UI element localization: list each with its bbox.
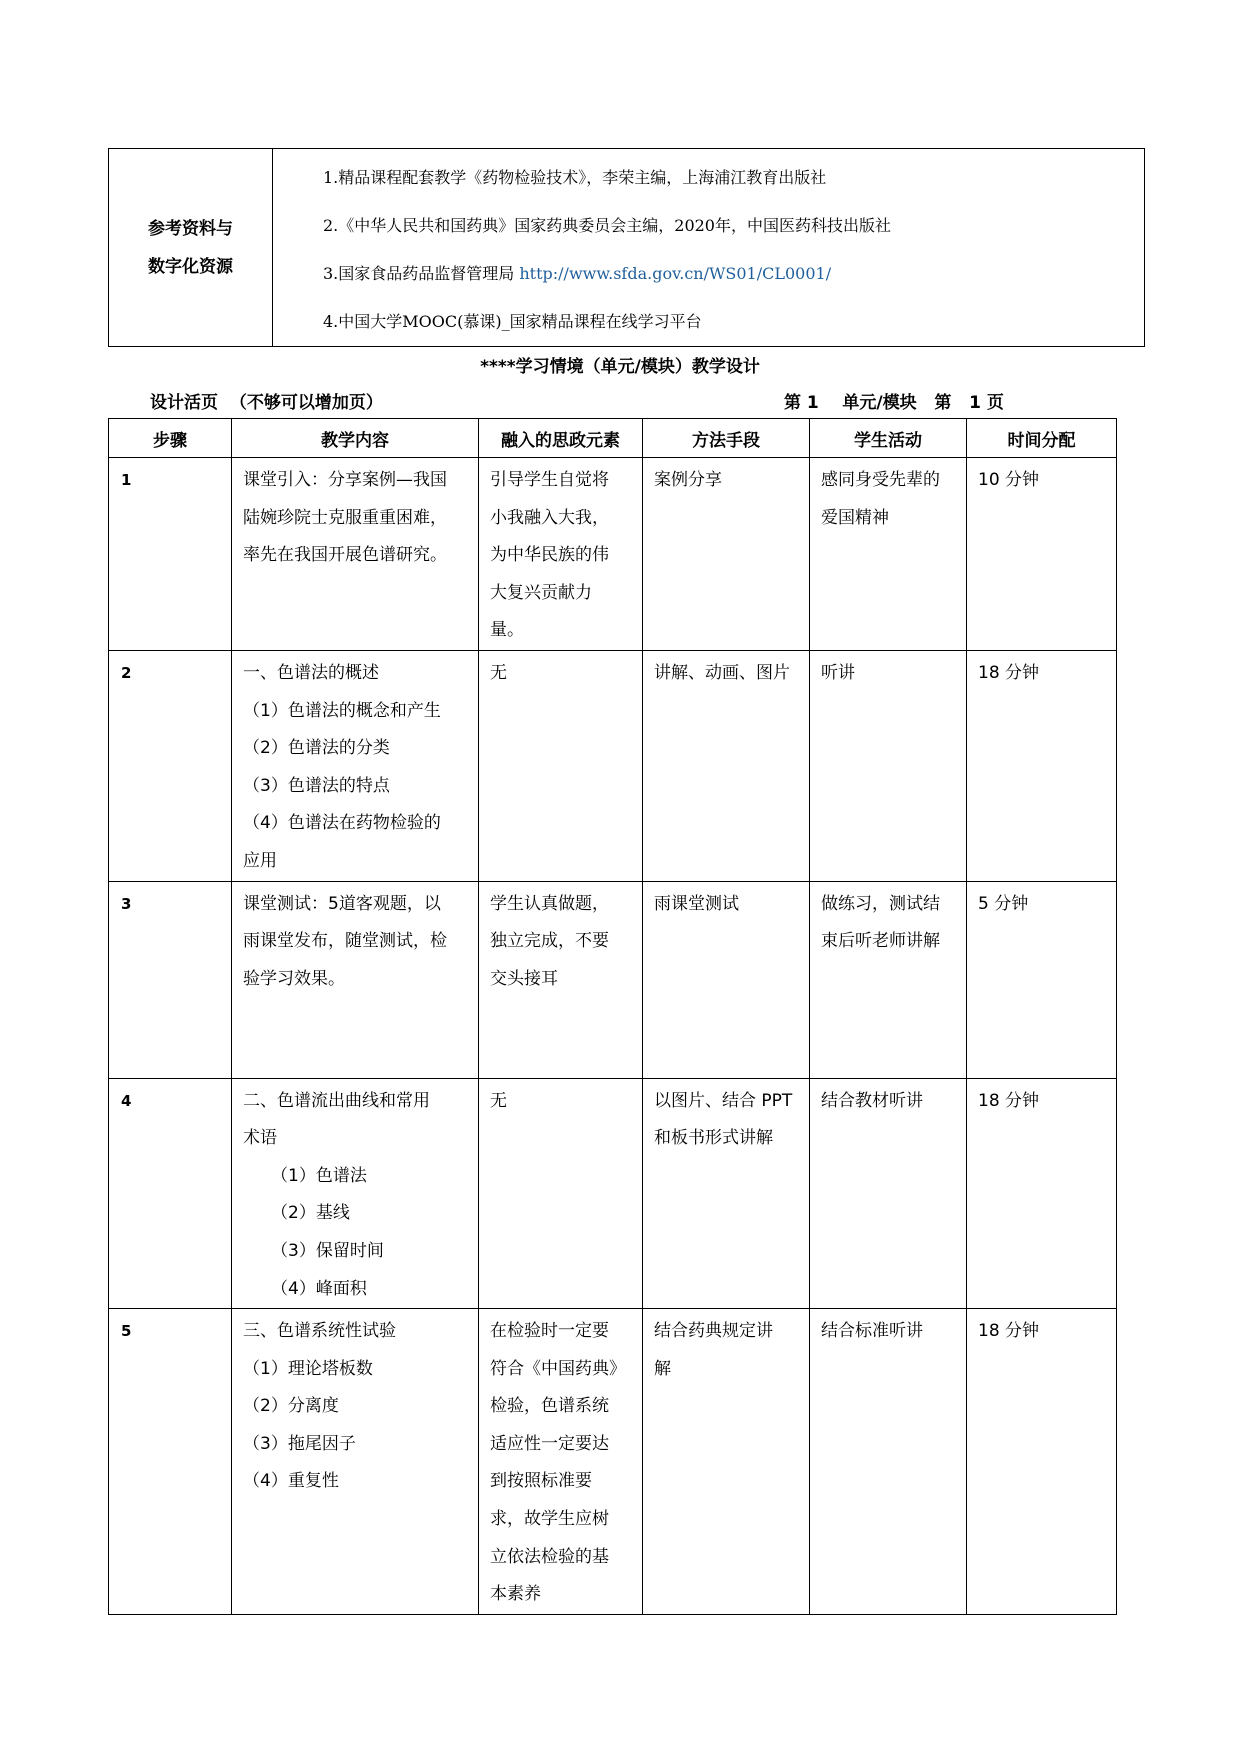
method-cell bbox=[643, 458, 810, 651]
activity-cell bbox=[810, 1078, 967, 1309]
step-number: 3 bbox=[109, 881, 232, 1078]
ideology-line: 到按照标准要 bbox=[490, 1471, 592, 1492]
ideology-line: 适应性一定要达 bbox=[490, 1433, 609, 1454]
table-row bbox=[109, 1078, 1117, 1309]
header-ideology: 融入的思政元素 bbox=[479, 419, 643, 458]
step-number: 5 bbox=[109, 1309, 232, 1615]
activity-line: 感同身受先辈的 bbox=[821, 470, 940, 490]
content-line: 三、色谱系统性试验 bbox=[243, 1321, 396, 1342]
step-number: 2 bbox=[109, 650, 232, 881]
activity-line: 爱国精神 bbox=[821, 507, 889, 528]
ideology-line: 符合《中国药典》 bbox=[490, 1358, 626, 1379]
ideology-cell bbox=[479, 458, 643, 651]
ideology-line: 大复兴贡献力 bbox=[490, 582, 592, 603]
time-cell: 18 分钟 bbox=[967, 1078, 1117, 1309]
content-line: （2）基线 bbox=[271, 1203, 350, 1224]
reference-label-line1: 参考资料与 bbox=[148, 218, 233, 239]
table-row bbox=[109, 458, 1117, 651]
ideology-cell bbox=[479, 881, 643, 1078]
method-line: 以图片、结合 PPT bbox=[654, 1090, 793, 1111]
ideology-line: 在检验时一定要 bbox=[490, 1321, 609, 1342]
header-content: 教学内容 bbox=[232, 419, 479, 458]
method-line: 解 bbox=[654, 1358, 671, 1379]
table-row bbox=[109, 650, 1117, 881]
activity-line: 结合标准听讲 bbox=[821, 1321, 923, 1342]
time-cell: 18 分钟 bbox=[967, 1309, 1117, 1615]
reference-list bbox=[273, 149, 1144, 346]
reference-item-1 bbox=[323, 165, 826, 188]
table-header-row bbox=[109, 419, 1117, 458]
ideology-line: 无 bbox=[490, 662, 507, 683]
teaching-design-table bbox=[108, 418, 1117, 1615]
content-line: 二、色谱流出曲线和常用 bbox=[243, 1090, 430, 1111]
content-line: （3）保留时间 bbox=[271, 1240, 384, 1261]
reference-text: 2.《中华人民共和国药典》国家药典委员会主编，2020年，中国医药科技出版社 bbox=[323, 216, 891, 235]
reference-item-3 bbox=[323, 261, 831, 284]
content-cell bbox=[232, 881, 479, 1078]
content-line: 课堂引入：分享案例—我国 bbox=[243, 470, 447, 490]
ideology-line: 引导学生自觉将 bbox=[490, 470, 609, 490]
ideology-line: 独立完成，不要 bbox=[490, 931, 609, 952]
time-cell: 10 分钟 bbox=[967, 458, 1117, 651]
ideology-line: 小我融入大我， bbox=[490, 507, 609, 528]
design-sheet-note: 设计活页 （不够可以增加页） bbox=[150, 393, 383, 413]
ideology-cell bbox=[479, 650, 643, 881]
reference-item-2 bbox=[323, 213, 891, 236]
content-line: （4）重复性 bbox=[243, 1471, 339, 1492]
content-line: （4）色谱法在药物检验的 bbox=[243, 813, 441, 834]
activity-cell bbox=[810, 881, 967, 1078]
activity-line: 束后听老师讲解 bbox=[821, 931, 940, 952]
activity-line: 结合教材听讲 bbox=[821, 1090, 923, 1111]
method-line: 讲解、动画、图片 bbox=[654, 662, 790, 683]
ideology-line: 检验，色谱系统 bbox=[490, 1396, 609, 1417]
step-number: 1 bbox=[109, 458, 232, 651]
method-line: 案例分享 bbox=[654, 470, 722, 490]
ideology-cell bbox=[479, 1309, 643, 1615]
activity-cell bbox=[810, 458, 967, 651]
activity-cell bbox=[810, 1309, 967, 1615]
method-line: 雨课堂测试 bbox=[654, 893, 739, 914]
ideology-line: 立依法检验的基 bbox=[490, 1546, 609, 1567]
content-line: 一、色谱法的概述 bbox=[243, 662, 379, 683]
step-number: 4 bbox=[109, 1078, 232, 1309]
header-step: 步骤 bbox=[109, 419, 232, 458]
time-cell: 5 分钟 bbox=[967, 881, 1117, 1078]
content-cell bbox=[232, 1309, 479, 1615]
content-cell bbox=[232, 1078, 479, 1309]
method-cell bbox=[643, 1309, 810, 1615]
header-method: 方法手段 bbox=[643, 419, 810, 458]
reference-label-cell bbox=[109, 149, 273, 346]
ideology-line: 学生认真做题， bbox=[490, 893, 609, 914]
ideology-line: 交头接耳 bbox=[490, 968, 558, 989]
reference-table bbox=[108, 148, 1145, 347]
content-line: 雨课堂发布，随堂测试，检 bbox=[243, 931, 447, 952]
ideology-line: 本素养 bbox=[490, 1584, 541, 1605]
content-line: （2）色谱法的分类 bbox=[243, 738, 390, 759]
content-line: 课堂测试：5道客观题，以 bbox=[243, 893, 441, 914]
table-row bbox=[109, 1309, 1117, 1615]
ideology-cell bbox=[479, 1078, 643, 1309]
content-line: 验学习效果。 bbox=[243, 968, 345, 989]
content-cell bbox=[232, 650, 479, 881]
content-line: 率先在我国开展色谱研究。 bbox=[243, 545, 447, 566]
ideology-line: 为中华民族的伟 bbox=[490, 545, 609, 566]
header-time: 时间分配 bbox=[967, 419, 1117, 458]
content-line: 术语 bbox=[243, 1128, 277, 1149]
reference-text: 4.中国大学MOOC(慕课)_国家精品课程在线学习平台 bbox=[323, 312, 702, 331]
content-line: （3）拖尾因子 bbox=[243, 1433, 356, 1454]
method-line: 结合药典规定讲 bbox=[654, 1321, 773, 1342]
method-cell bbox=[643, 881, 810, 1078]
unit-page-indicator: 第 1 单元/模块 第 1 页 bbox=[784, 393, 1004, 413]
ideology-line: 求，故学生应树 bbox=[490, 1509, 609, 1530]
content-line: （3）色谱法的特点 bbox=[243, 775, 390, 796]
activity-cell bbox=[810, 650, 967, 881]
method-cell bbox=[643, 650, 810, 881]
method-cell bbox=[643, 1078, 810, 1309]
content-line: （2）分离度 bbox=[243, 1396, 339, 1417]
ideology-line: 量。 bbox=[490, 620, 524, 641]
activity-line: 做练习，测试结 bbox=[821, 893, 940, 914]
content-line: （1）色谱法 bbox=[271, 1165, 367, 1186]
time-cell: 18 分钟 bbox=[967, 650, 1117, 881]
content-line: （1）色谱法的概念和产生 bbox=[243, 700, 441, 721]
document-title: ****学习情境（单元/模块）教学设计 bbox=[480, 357, 760, 377]
content-line: 应用 bbox=[243, 850, 277, 871]
content-line: （4）峰面积 bbox=[271, 1278, 367, 1299]
method-line: 和板书形式讲解 bbox=[654, 1128, 773, 1149]
reference-text: 3.国家食品药品监督管理局 bbox=[323, 264, 520, 283]
reference-label-line2: 数字化资源 bbox=[148, 256, 233, 277]
content-line: （1）理论塔板数 bbox=[243, 1358, 373, 1379]
reference-text: 1.精品课程配套教学《药物检验技术》，李荣主编，上海浦江教育出版社 bbox=[323, 168, 827, 187]
reference-link[interactable]: http://www.sfda.gov.cn/WS01/CL0001/ bbox=[519, 264, 832, 283]
ideology-line: 无 bbox=[490, 1090, 507, 1111]
header-activity: 学生活动 bbox=[810, 419, 967, 458]
content-cell bbox=[232, 458, 479, 651]
table-row bbox=[109, 881, 1117, 1078]
reference-item-4 bbox=[323, 309, 702, 332]
activity-line: 听讲 bbox=[821, 662, 855, 683]
content-line: 陆婉珍院士克服重重困难， bbox=[243, 507, 447, 528]
